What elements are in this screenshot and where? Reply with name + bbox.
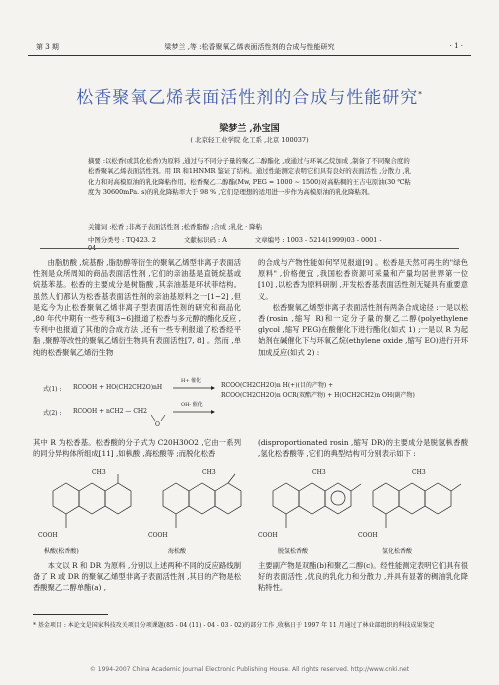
structure-hydroabietic-acid (373, 483, 461, 528)
header-rule (28, 55, 471, 56)
document-code: 文献标识码 : A (184, 236, 227, 244)
footnote: * 基金项目 : 本论文是国家科技攻关项目分项课题(85 - 04 (11) - 04 - 03 - 02)的部分工作 ,收稿日于 1997 年 11 月通过了林业部组织的科技成果鉴定 (33, 622, 435, 629)
copyright-notice: © 1994-2007 China Academic Journal Electronic Publishing House. All rights reserved. http://www.cnki.net (89, 666, 410, 673)
footnote-rule (33, 614, 108, 615)
paragraph: 主要副产物是双酯(b)和聚乙二醇(c)。经性能测定表明它们具有很好的表面活性 ,优良的乳化力和分散力 ,并具有显著的稠油乳化降粘特性。 (258, 561, 468, 593)
body-column-left-mid: 其中 R 为松香基。松香酸的分子式为 C20H30O2 ,它由一系列的同分异构体所组成[11] ,如枞酸 ,海松酸等 ;而脱化松香 (33, 438, 241, 459)
eq2-label: 式(2) : (43, 410, 62, 417)
running-title: 梁梦兰 ,等 :松香聚氧乙烯表面活性剂的合成与性能研究 (164, 43, 335, 51)
affiliation: ( 北京轻工业学院 化工系 ,北京 100037) (190, 136, 309, 144)
title-footnote-mark: * (418, 90, 423, 99)
paragraph: 的合成与产物性能如何罕见报道[9] 。松香是天然可再生的"绿色原料" ,价格便宜 ,我国松香资源可采量和产量均居世界第一位[10] ,以松香为原料研制 ,开发松香基表面活性剂无疑具有重要意义。 (258, 258, 468, 301)
eq1-label: 式(1) : (43, 386, 62, 393)
paragraph: 由脂肪酸 ,烷基酚 ,脂肪醇等衍生的聚氧乙烯型非离子表面活性剂是众所周知的商品表面活性剂 ,它们的亲油基是直链烷基或烷基苯基。松香的主要成分是树脂酸 ,其亲油基是环状菲结构。虽然人们都认为松香基表面活性剂的亲油基原料之一[1~2] ,但是迄今为止松香聚氧乙烯非离子型表面活性剂的研究和商品化 ,80 年代中期有一些专利[3~6]报道了松香与多元醇的酯化反应 ,专利中也报道了其他的合成方法 ,还有一些专利报道了松香经平脂 ,聚醇等改性的聚氧乙烯衍生物具有表面活性[7, 8] 。然而 ,单纯的松香聚氧乙烯衍生物 (33, 258, 241, 357)
eq1-condition: H+ 催化 (181, 378, 202, 384)
eq1-reactants: RCOOH + HO(CH2CH2O)nH (73, 384, 163, 391)
structure-caption-pimaric: 海松酸 (168, 548, 187, 555)
ch3-label: CH3 (202, 469, 216, 476)
structure-dehydroabietic-acid (273, 483, 361, 528)
structure-pimaric-acid (163, 474, 241, 528)
classification-line (88, 235, 413, 252)
cooh-label: COOH (148, 532, 168, 539)
eq2-reactants: RCOOH + nCH2 — CH2 (73, 408, 147, 415)
eq2-condition: OH- 催化 (181, 402, 203, 408)
authors: 梁梦兰 ,孙宝国 (219, 124, 280, 134)
page-number: · 1 · (449, 42, 463, 50)
running-header (28, 42, 471, 54)
article-title-text: 松香聚氧乙烯表面活性剂的合成与性能研究 (76, 88, 419, 108)
eq1-products-2: RCOO(CH2CH2O)n OCR(双酯产物) + H(OCH2CH2)n OH(副产物) (221, 392, 415, 399)
keywords: 关键词 :松香 ;非离子表面活性剂 ;松香脂醇 ;合成 ;乳化 · 降粘 (88, 223, 262, 231)
cooh-label: COOH (258, 532, 278, 539)
clc-number: 中图分类号 : TQ423. 2 (88, 236, 156, 244)
eq2-oxygen: O (155, 421, 160, 428)
body-column-left (33, 257, 241, 358)
abstract-rule (40, 248, 459, 249)
paragraph: 本文以 R 和 DR 为原料 ,分别以上述两种不同的反应路线制备了 R 或 DR 的聚氧乙烯型非离子表面活性剂 ,其目的产物是松香酸聚乙二醇单酯(a) , (33, 561, 241, 593)
cooh-label: COOH (38, 532, 58, 539)
eq1-products: RCOO(CH2CH2O)n H(+)(目的产物) + (221, 382, 334, 389)
structure-caption-hydroabietic: 氢化松香酸 (382, 548, 413, 555)
cooh-label: COOH (358, 532, 378, 539)
ch3-label: CH3 (312, 469, 326, 476)
reaction-equations (33, 377, 468, 435)
abstract: 摘要 :以松香(或其化松香)为原料 ,通过与不同分子量的聚乙二醇酯化 ,或通过与环氧乙烷加成 ,制备了不同聚合度的松香聚氧乙烯表面活性剂。用 IR 和1HNMR 鉴证了结构。通过性能测定表明它们具有良好的表面活性 ,分散力 ,乳化力和对高模原油的乳化降粘作用。松香聚乙二醇酯(Mw, PEG = 1000 ~ 1500)对高粘稠的王吉屯原油(30 ℃粘度为 30600mPa. s)的乳化降粘率大于 98 % ,它们是理想的适用进一步作为高模原油的乳化降粘剂。 (88, 157, 411, 196)
article-number: 文章编号 : 1003 - 5214(1999)03 - 0001 - 04 (88, 236, 382, 252)
body-column-right-mid: (disproportionated rosin ,缩写 DR)的主要成分是脱氢枞香酸 ,氢化松香酸等 ,它们的典型结构可分别表示如下 : (258, 438, 468, 459)
ch3-label: CH3 (412, 469, 426, 476)
body-column-right-bottom (258, 560, 468, 594)
structure-caption-dehydroabietic: 脱氢松香酸 (278, 548, 309, 555)
structure-caption-abietic: 枞酸(松香酸) (44, 548, 79, 555)
article-title (40, 83, 459, 108)
issue-number: 第 3 期 (36, 43, 59, 51)
ch3-label: CH3 (92, 469, 106, 476)
structure-abietic-acid (53, 474, 131, 528)
body-column-right (258, 257, 468, 358)
paragraph: 松香聚氧乙烯型非离子表面活性剂有两条合成途径 :一是以松香(rosin ,缩写 R)和一定分子量的聚乙二醇(polyethylene glycol ,缩写 PEG)在酸催化下进行酯化(如式 1) ;一是以 R 为起始剂在碱催化下与环氧乙烷(ethylene oxide ,缩写 EO)进行开环加成反应(如式 2) : (258, 302, 468, 357)
body-column-left-bottom (33, 560, 241, 594)
